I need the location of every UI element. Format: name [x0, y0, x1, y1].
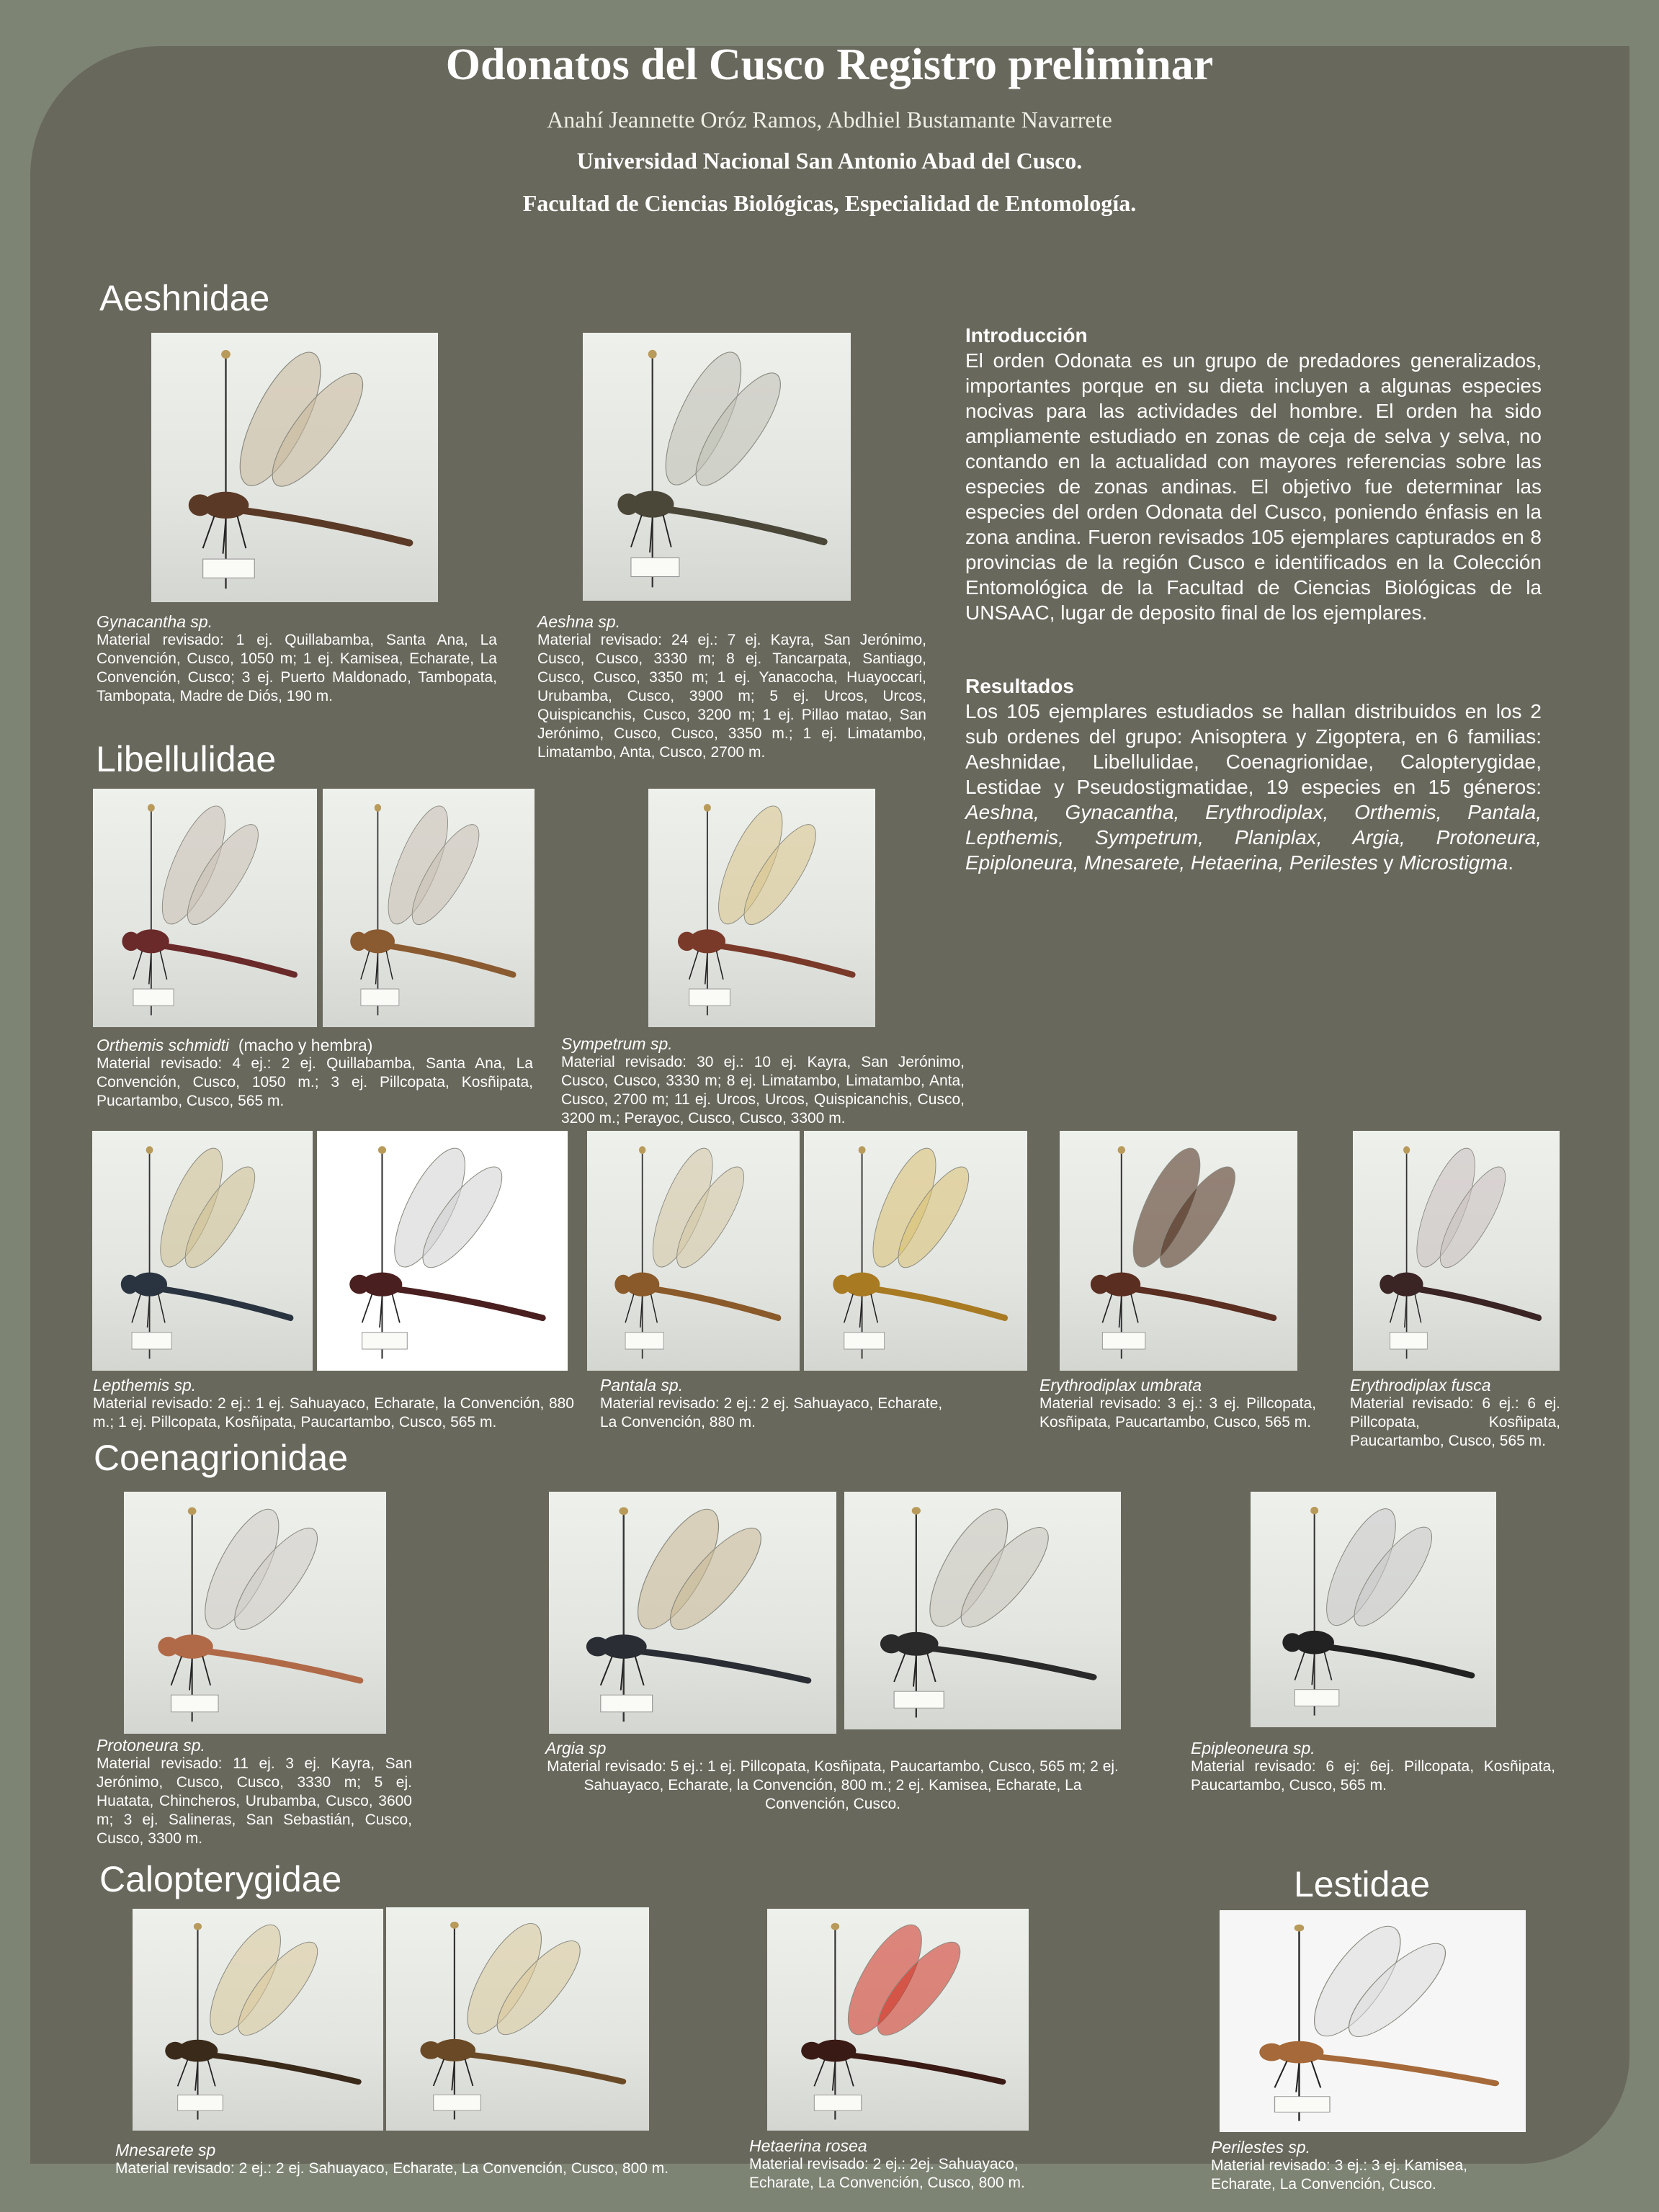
specimen-label — [203, 559, 255, 578]
material-text: Material revisado: 2 ej.: 2 ej. Sahuayaco, Echarate, La Convención, Cusco, 800 m. — [115, 2160, 669, 2177]
abdomen — [1329, 1647, 1472, 1675]
abdomen — [875, 1289, 1005, 1318]
abdomen — [213, 2055, 358, 2082]
results-conj: y — [1377, 851, 1400, 874]
head — [586, 1637, 609, 1657]
abdomen — [163, 1289, 290, 1318]
pin-head — [146, 1146, 153, 1154]
authors: Anahí Jeannette Oróz Ramos, Abdhiel Bustamante Navarrete — [547, 107, 1112, 133]
specimen-label — [631, 558, 679, 576]
abdomen — [668, 510, 824, 542]
photo-argia-b — [844, 1492, 1121, 1729]
head — [165, 2042, 185, 2060]
specimen-label — [1390, 1333, 1428, 1349]
abdomen — [1318, 2056, 1495, 2083]
results-body: Los 105 ejemplares estudiados se hallan distribuidos en los 2 sub ordenes del grupo: Anisoptera y Zigoptera, en 6 familias: Aeshnidae, Libellulidae, Coenagrionidae, Calopterygidae, Lestidae y Pseudostigmatidae, 19 especies en 15 géneros: — [965, 700, 1542, 798]
pin-head — [221, 350, 231, 359]
specimen-label — [362, 1333, 408, 1349]
species-name: Lepthemis sp. — [93, 1376, 197, 1394]
photo-protoneura — [124, 1492, 386, 1734]
legs — [132, 1294, 165, 1327]
specimen-drawing — [323, 789, 535, 1027]
photo-pantala-b — [804, 1131, 1027, 1371]
legs — [1275, 2061, 1321, 2092]
species-name: Sympetrum sp. — [561, 1034, 673, 1053]
abdomen — [207, 1652, 359, 1680]
legs — [844, 1294, 878, 1327]
material-text: Material revisado: 3 ej.: 3 ej. Kamisea, Echarate, La Convención, Cusco. — [1211, 2157, 1467, 2193]
species-name: Erythrodiplax umbrata — [1039, 1376, 1202, 1394]
head — [880, 1634, 903, 1653]
family-heading-aeshnidae: Aeshnidae — [99, 278, 270, 318]
specimen-label — [1102, 1333, 1145, 1349]
pin-head — [148, 804, 155, 812]
specimen-drawing — [1220, 1910, 1526, 2132]
introduction-section — [965, 323, 1542, 625]
pin-head — [378, 1146, 386, 1154]
university: Universidad Nacional San Antonio Abad del Cusco. — [576, 148, 1083, 174]
specimen-label — [1294, 1690, 1338, 1706]
abdomen — [470, 2055, 623, 2082]
pin-head — [639, 1146, 645, 1154]
material-text: Material revisado: 3 ej.: 3 ej. Pillcopata, Kosñipata, Paucartambo, Cusco, 565 m. — [1039, 1395, 1316, 1430]
pin-head — [375, 804, 381, 812]
pin-head — [1118, 1146, 1126, 1154]
head — [617, 493, 639, 515]
material-text: Material revisado: 2 ej.: 2ej. Sahuayaco, Echarate, La Convención, Cusco, 800 m. — [749, 2156, 1025, 2191]
abdomen — [165, 946, 295, 975]
photo-aeshna — [583, 333, 851, 601]
specimen-label — [894, 1691, 944, 1708]
photo-epipleoneura — [1251, 1492, 1496, 1727]
species-name: Epipleoneura sp. — [1191, 1739, 1315, 1757]
photo-pantala-a — [587, 1131, 800, 1371]
abdomen — [721, 946, 853, 975]
pin-head — [704, 804, 711, 812]
photo-orthemis-male — [93, 789, 317, 1027]
pin-head — [1294, 1925, 1305, 1932]
caption-protoneura — [97, 1736, 412, 1848]
specimen-drawing — [804, 1131, 1027, 1371]
caption-mnesarete — [115, 2141, 706, 2178]
abdomen — [390, 946, 514, 975]
photo-mnesarete-b — [386, 1907, 649, 2131]
specimen-label — [132, 1333, 171, 1349]
specimen-drawing — [549, 1492, 836, 1734]
head — [1282, 1633, 1302, 1652]
material-text: Material revisado: 6 ej.: 6 ej. Pillcopata, Kosñipata, Paucartambo, Cusco, 565 m. — [1350, 1395, 1560, 1449]
material-text: Material revisado: 4 ej.: 2 ej. Quillabamba, Santa Ana, La Convención, Cusco, 1050 m.; 3 ej. Pillcopata, Kosñipata, Pucartambo, Cusco, 565 m. — [97, 1055, 533, 1109]
pin-head — [1310, 1507, 1318, 1514]
abdomen — [933, 1649, 1094, 1678]
caption-orthemis — [97, 1036, 533, 1111]
material-text: Material revisado: 24 ej.: 7 ej. Kayra, San Jerónimo, Cusco, Cusco, 3330 m; 8 ej. Tancarpata, Santiago, Cusco, Cusco, 3350 m; 1 ej. Yanacocha, Huayoccari, Urubamba, Cusco, 3900 m; 5 ej. Urcos, Urcos, Quispicanchis, Cusco, 3200 m; 1 ej. Pillao matao, San Jerónimo, Cusco, Cusco, 3350 m.; 1 ej. Limatambo, Limatambo, Anta, Cusco, 2700 m. — [537, 632, 926, 761]
specimen-label — [1275, 2097, 1331, 2113]
head — [1091, 1275, 1109, 1294]
abdomen — [851, 2055, 1003, 2082]
species-binomial: Orthemis schmidti — [97, 1036, 230, 1054]
specimen-drawing — [1353, 1131, 1560, 1371]
caption-argia — [545, 1739, 1120, 1814]
pin-head — [859, 1146, 866, 1154]
abdomen — [655, 1289, 778, 1318]
head — [189, 494, 212, 516]
head — [1259, 2043, 1284, 2061]
head — [158, 1637, 179, 1657]
specimen-label — [625, 1333, 663, 1349]
photo-mnesarete-a — [133, 1909, 383, 2131]
caption-sympetrum — [561, 1034, 965, 1128]
specimen-label — [844, 1333, 885, 1349]
photo-perilestes — [1220, 1910, 1526, 2132]
legs — [361, 951, 393, 984]
specimen-drawing — [124, 1492, 386, 1734]
head — [1379, 1275, 1396, 1294]
material-text: Material revisado: 5 ej.: 1 ej. Pillcopata, Kosñipata, Paucartambo, Cusco, 565 m; 2 ej. Sahuayaco, Echarate, la Convención, 800 m.; 2 ej. Kamisea, Echarate, La Convención, Cusco. — [547, 1758, 1119, 1812]
specimen-drawing — [1060, 1131, 1297, 1371]
species-name: Erythrodiplax fusca — [1350, 1376, 1491, 1394]
pin-head — [619, 1508, 628, 1515]
poster-title: Odonatos del Cusco Registro preliminar — [445, 40, 1214, 89]
abdomen — [641, 1652, 808, 1680]
species-name — [97, 1036, 533, 1054]
legs — [1102, 1294, 1138, 1327]
caption-erythrodiplax-fusca — [1350, 1376, 1560, 1451]
specimen-label — [171, 1695, 219, 1712]
specimen-drawing — [1251, 1492, 1496, 1727]
species-note: (macho y hembra) — [238, 1036, 373, 1054]
pin-head — [188, 1508, 197, 1515]
specimen-label — [178, 2095, 223, 2111]
caption-aeshna — [537, 612, 926, 762]
species-name: Aeshna sp. — [537, 612, 621, 631]
caption-erythrodiplax-umbrata — [1039, 1376, 1316, 1432]
legs — [434, 2059, 473, 2090]
results-end: . — [1508, 851, 1514, 874]
photo-lepthemis-a — [92, 1131, 313, 1371]
pin-head — [194, 1923, 202, 1930]
pin-head — [450, 1922, 459, 1929]
legs — [894, 1653, 936, 1686]
material-text: Material revisado: 1 ej. Quillabamba, Santa Ana, La Convención, Cusco, 1050 m; 1 ej. Kamisea, Echarate, La Convención, Cusco; 3 ej. Puerto Maldonado, Tambopata, Tambopata, Madre de Diós, 190 m. — [97, 632, 497, 704]
legs — [133, 951, 167, 984]
head — [349, 1275, 370, 1294]
species-name: Gynacantha sp. — [97, 612, 213, 631]
photo-gynacantha — [151, 333, 438, 602]
head — [121, 1275, 138, 1294]
pin-head — [648, 350, 657, 359]
specimen-drawing — [317, 1131, 568, 1371]
head — [420, 2041, 441, 2059]
specimen-drawing — [133, 1909, 383, 2131]
legs — [171, 1656, 211, 1690]
abdomen — [1136, 1289, 1274, 1318]
results-section — [965, 673, 1542, 875]
specimen-label — [361, 989, 399, 1006]
introduction-heading: Introducción — [965, 324, 1088, 346]
legs — [689, 951, 723, 984]
caption-gynacantha — [97, 612, 497, 706]
legs — [601, 1656, 644, 1690]
specimen-drawing — [151, 333, 438, 602]
specimen-drawing — [583, 333, 851, 601]
photo-orthemis-female — [323, 789, 535, 1027]
photo-argia-a — [549, 1492, 836, 1734]
legs — [1294, 1652, 1331, 1685]
legs — [631, 515, 671, 552]
species-name: Perilestes sp. — [1211, 2138, 1311, 2157]
material-text: Material revisado: 2 ej.: 2 ej. Sahuayaco, Echarate, La Convención, 880 m. — [600, 1395, 943, 1430]
photo-hetaerina — [767, 1909, 1029, 2131]
caption-epipleoneura — [1191, 1739, 1555, 1795]
legs — [625, 1294, 657, 1327]
material-text: Material revisado: 11 ej. 3 ej. Kayra, San Jerónimo, Cusco, Cusco, 3330 m; 5 ej. Huatata, Chincheros, Urubamba, Cusco, 3600 m; 3 ej. Salineras, San Sebastián, Cusco, Cusco, 3300 m. — [97, 1755, 412, 1847]
caption-lepthemis — [93, 1376, 574, 1432]
material-text: Material revisado: 2 ej.: 1 ej. Sahuayaco, Echarate, la Convención, 880 m.; 1 ej. Pillcopata, Kosñipata, Paucartambo, Cusco, 565 m. — [93, 1395, 574, 1430]
legs — [178, 2059, 215, 2090]
specimen-drawing — [587, 1131, 800, 1371]
species-name: Hetaerina rosea — [749, 2136, 867, 2155]
results-genera: Aeshna, Gynacantha, Erythrodiplax, Orthemis, Pantala, Lepthemis, Sympetrum, Planiplax, Argia, Protoneura, Epiploneura, Mnesarete, Hetaerina, Perilestes — [965, 801, 1542, 874]
family-heading-lestidae: Lestidae — [1294, 1864, 1431, 1904]
photo-sympetrum — [648, 789, 875, 1027]
specimen-drawing — [844, 1492, 1121, 1729]
material-text: Material revisado: 6 ej: 6ej. Pillcopata, Kosñipata, Paucartambo, Cusco, 565 m. — [1191, 1758, 1555, 1794]
photo-erythrodiplax-umbrata — [1060, 1131, 1297, 1371]
species-name: Mnesarete sp — [115, 2141, 216, 2159]
legs — [1390, 1294, 1421, 1327]
faculty: Facultad de Ciencias Biológicas, Especialidad de Entomología. — [522, 190, 1137, 216]
abdomen — [1419, 1289, 1539, 1318]
specimen-drawing — [93, 789, 317, 1027]
specimen-label — [434, 2095, 481, 2110]
abdomen — [243, 511, 409, 543]
head — [350, 932, 367, 951]
family-heading-coenagrionidae: Coenagrionidae — [94, 1438, 349, 1478]
head — [801, 2042, 822, 2060]
species-name: Argia sp — [545, 1739, 607, 1757]
specimen-label — [689, 989, 730, 1006]
caption-pantala — [600, 1376, 960, 1432]
pin-head — [912, 1507, 921, 1515]
legs — [203, 516, 246, 553]
head — [614, 1275, 632, 1294]
specimen-label — [814, 2095, 861, 2111]
legs — [362, 1294, 400, 1327]
head — [122, 932, 140, 951]
introduction-body: El orden Odonata es un grupo de predadores generalizados, importantes porque en su dieta incluyen a algunas especies nocivas para las actividades del hombre. El orden ha sido ampliamente estudiado en zonas de ceja de selva y selva, no contando en la actualidad con mayores referencias sobre las especies de zonas andinas. El objetivo fue determinar las especies del orden Odonata del Cusco, poniendo énfasis en la zona andina. Fueron revisados 105 ejemplares capturados en 8 provincias de la región Cusco e identificados en la Colección Entomológica de la Facultad de Ciencias Biológicas de la UNSAAC, lugar de deposito final de los ejemplares. — [965, 349, 1542, 624]
abdomen — [397, 1289, 542, 1318]
results-heading: Resultados — [965, 675, 1074, 697]
head — [833, 1275, 851, 1294]
species-name: Protoneura sp. — [97, 1736, 205, 1755]
specimen-drawing — [648, 789, 875, 1027]
legs — [814, 2059, 853, 2090]
specimen-label — [133, 989, 174, 1006]
caption-perilestes — [1211, 2138, 1499, 2194]
specimen-drawing — [767, 1909, 1029, 2131]
photo-erythrodiplax-fusca — [1353, 1131, 1560, 1371]
pin-head — [1403, 1146, 1410, 1154]
caption-hetaerina — [749, 2136, 1081, 2193]
results-last-genus: Microstigma — [1399, 851, 1508, 874]
specimen-label — [601, 1695, 653, 1712]
specimen-drawing — [92, 1131, 313, 1371]
pin-head — [831, 1923, 840, 1930]
specimen-drawing — [386, 1907, 649, 2131]
photo-lepthemis-b — [317, 1131, 568, 1371]
family-heading-calopterygidae: Calopterygidae — [99, 1859, 342, 1899]
head — [678, 932, 696, 951]
material-text: Material revisado: 30 ej.: 10 ej. Kayra, San Jerónimo, Cusco, Cusco, 3330 m; 8 ej. Limatambo, Limatambo, Anta, Cusco, 2700 m; 11 ej. Urcos, Urcos, Quispicanchis, Cusco, 3200 m.; Perayoc, Cusco, Cusco, 3300 m. — [561, 1054, 965, 1127]
species-name: Pantala sp. — [600, 1376, 684, 1394]
family-heading-libellulidae: Libellulidae — [96, 739, 277, 779]
